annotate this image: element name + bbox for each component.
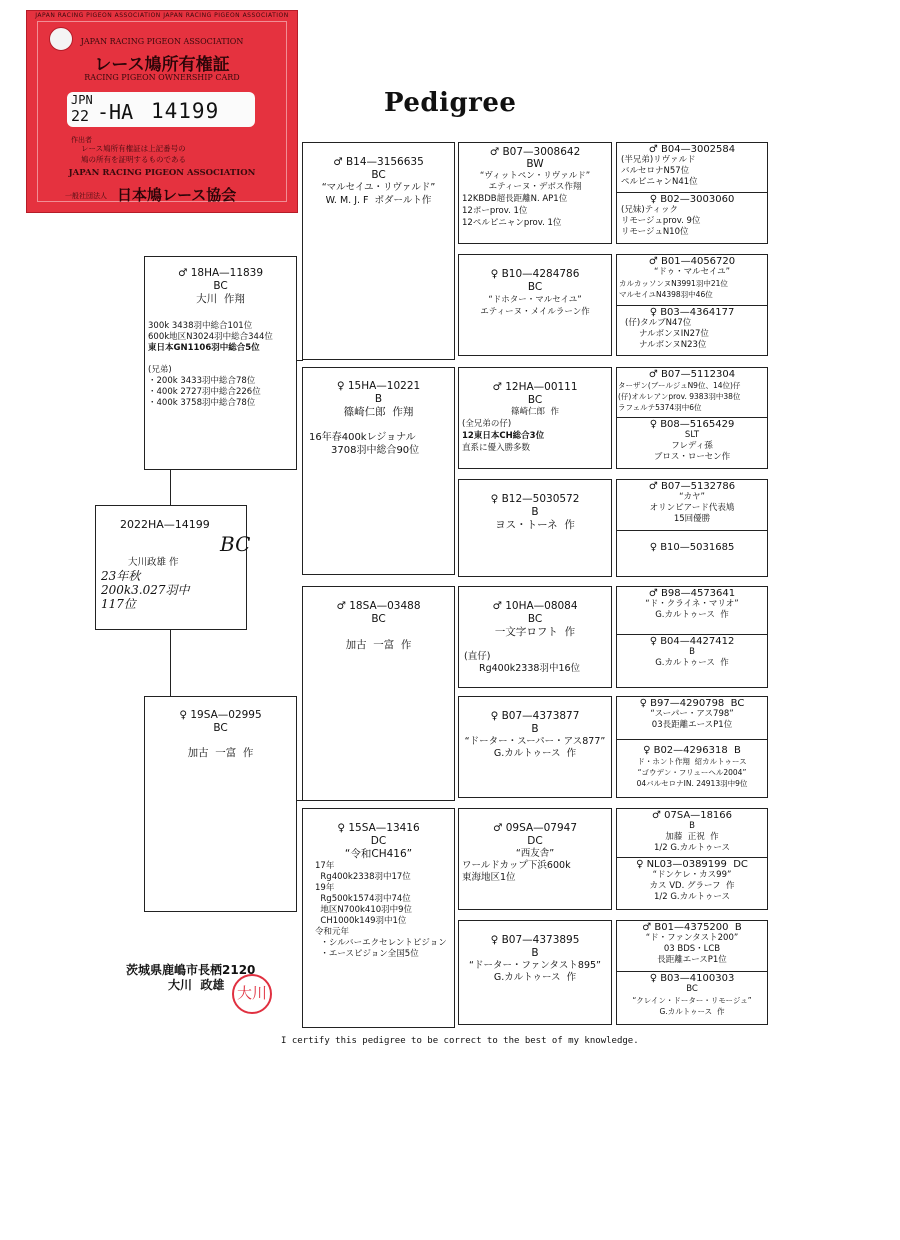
gen2-2-perf-2: 3708羽中総合90位 [331,445,420,456]
sire-sib-3: ・400k 3758羽中総合78位 [148,398,256,408]
gen3-6-ring: ♀ B07—4373877 [490,710,580,722]
gen3-5-breeder: 一文字ロフト 作 [494,626,576,638]
gen2-3-ring: ♂ 18SA—03488 [336,600,421,612]
gen2-4-perf-2: Rg400k2338羽中17位 [315,872,411,882]
gen4-3-top-l4: ラフェルテ5374羽中6位 [618,403,702,412]
gen4-3-bot-l2: SLT [684,430,700,440]
gen2-box-1 [302,142,455,360]
gen4-2-top [617,256,767,300]
gen4-2-bot-l4: ナルボンヌN23位 [639,340,707,350]
gen2-3-color: BC [371,613,386,625]
gen2-1-name: “マルセイユ・リヴァルド” [321,182,436,193]
ring-number: 14199 [151,99,220,123]
gen2-2-ring: ♀ 15HA—10221 [336,380,421,392]
gen4-3-top-l2: ターザン(ブールジュN9位、14位)仔 [618,381,741,390]
gen3-5-perf-1: (直仔) [464,651,491,662]
card-note: レース鳩所有権証は上記番号の 鳩の所有を証明するものである [81,144,186,164]
gen4-8-top-l2: “ド・ファンタスト200” [645,933,739,943]
gen3-box-6 [458,696,612,798]
gen2-2-perf-1: 16年春400kレジョナル [309,432,416,443]
gen4-5-bot-l1: ♀ B04—4427412 [649,636,735,647]
gen4-8-top-l3: 03 BDS・LCB [663,944,721,954]
sire-sib-2: ・400k 2727羽中総合226位 [148,387,261,397]
gen4-divider [617,192,767,193]
gen3-3-perf-2: 12東日本CH総合3位 [462,431,545,441]
dam-breeder: 加古 一富 作 [187,747,254,759]
gen4-divider [617,530,767,531]
gen3-box-2 [458,254,612,356]
card-org-jp-small: 一般社団法人 [65,192,107,200]
gen3-6-name: “ドーター・スーパー・アス877” [464,736,606,747]
gen4-divider [617,305,767,306]
gen4-6-bot-l2: ド・ホント作翔 紹カルトゥース [637,757,747,766]
gen3-3-perf-3: 直系に優入勝多数 [462,443,531,453]
gen2-3-breeder: 加古 一富 作 [345,639,412,651]
gen4-2-bot-l3: ナルボンヌIN27位 [639,329,709,339]
gen4-4-bot-l1: ♀ B10—5031685 [649,542,735,553]
card-org-jp: 日本鳩レース協会 [117,186,237,204]
gen3-1-perf-2: 12ポーprov. 1位 [462,206,528,216]
gen3-1-perf-1: 12KBDB超長距離N. AP1位 [462,194,568,204]
gen3-1-color: BW [526,158,544,170]
gen4-1-bot-l4: リモージュN10位 [621,227,689,237]
gen2-4-perf-4: Rg500k1574羽中74位 [315,894,411,904]
gen3-8-name: “ドーター・ファンタスト895” [469,960,601,971]
owner-address: 茨城県鹿嶋市長栖2120 [126,963,256,977]
gen4-5-bot-l3: G.カルトゥース 作 [655,658,729,668]
ring-number-box [67,92,255,127]
gen2-4-perf-9: ・エースピジョン全国5位 [315,949,419,959]
gen4-1-top-l4: ペルピニャンN41位 [621,177,698,187]
sire-perf-2: 600k地区N3024羽中総合344位 [148,332,273,342]
gen3-box-8 [458,920,612,1025]
gen4-5-top-l2: “ド・クライネ・マリオ” [645,599,739,609]
gen4-7-top-l2: B [689,821,695,831]
gen4-6-bot-l1: ♀ B02—4296318 B [643,745,741,756]
gen4-8-top-l1: ♂ B01—4375200 B [642,922,742,933]
gen4-1-top [617,144,767,188]
ownership-card [26,10,298,213]
gen4-6-bottom [617,745,767,789]
gen4-box-2 [616,254,768,356]
connector [297,360,303,361]
gen3-box-4 [458,479,612,577]
gen4-3-bot-l1: ♀ B08—5165429 [649,419,735,430]
subject-box [95,505,247,630]
gen3-1-ring: ♂ B07—3008642 [489,146,581,158]
gen4-3-bot-l4: ブロス・ローセン作 [653,452,731,462]
gen4-8-bottom [617,973,767,1017]
owner-name: 大川 政雄 [168,978,225,992]
dam-color: BC [213,722,228,734]
ring-year: 22 [71,107,90,125]
gen3-5-ring: ♂ 10HA—08084 [492,600,578,612]
gen2-box-4 [302,808,455,1028]
gen4-2-top-l1: ♂ B01—4056720 [648,256,736,267]
ring-code: -HA [97,100,134,124]
gen4-2-top-l4: マルセイユN4398羽中46位 [619,290,713,299]
subject-color-hand: BC [220,532,251,556]
dam-ring: ♀ 19SA—02995 [179,709,262,721]
card-org-band: JAPAN RACING PIGEON ASSOCIATION [80,37,244,46]
gen4-6-top-l2: “スーパー・アス798” [650,709,734,719]
gen3-3-color: BC [527,394,543,406]
page-title: Pedigree [384,88,517,118]
sire-sib-1: ・200k 3433羽中総合78位 [148,376,256,386]
gen4-divider [617,634,767,635]
gen4-2-top-l2: “ドゥ・マルセイユ” [653,267,730,277]
sire-breeder: 大川 作翔 [196,293,245,305]
gen3-3-perf-1: (全兄弟の仔) [462,419,512,429]
sire-sib-label: (兄弟) [148,365,172,375]
gen4-7-top-l3: 加藤 正祝 作 [665,832,719,842]
gen4-2-bot-l1: ♀ B03—4364177 [649,307,735,318]
gen4-5-bot-l2: B [689,647,695,657]
gen3-4-breeder: ヨス・トーネ 作 [495,519,575,531]
sire-perf-1: 300k 3438羽中総合101位 [148,321,253,331]
gen3-7-perf-2: 東海地区1位 [462,872,516,883]
gen4-6-top-l3: 03長距離エースP1位 [651,720,733,730]
ring-prefix: JPN [71,93,93,107]
gen2-4-perf-5: 地区N700k410羽中9位 [315,905,413,915]
gen4-5-top [617,588,767,621]
gen4-box-1 [616,142,768,244]
gen4-box-3 [616,367,768,469]
gen4-7-bot-l2: “ドンケレ・カス99” [652,870,732,880]
gen4-1-bot-l1: ♀ B02—3003060 [649,194,735,205]
gen4-1-top-l2: (半兄弟)リヴァルド [621,155,696,165]
gen4-1-top-l1: ♂ B04—3002584 [648,144,736,155]
card-title-en: RACING PIGEON OWNERSHIP CARD [84,73,240,82]
gen2-4-perf-8: ・シルバーエクセレントピジョン [315,938,447,948]
gen4-7-bottom [617,859,767,903]
gen4-divider [617,417,767,418]
gen4-4-top-l4: 15回優勝 [673,514,711,524]
sire-perf-3: 東日本GN1106羽中総合5位 [148,343,260,353]
gen4-8-bot-l4: G.カルトゥース 作 [659,1007,725,1016]
gen3-7-perf-1: ワールドカップ下浜600k [462,860,571,871]
card-title-jp: レース鳩所有権証 [94,55,230,75]
gen4-4-top [617,481,767,525]
gen3-3-breeder: 篠崎仁郎 作 [511,407,559,417]
gen4-4-top-l3: オリンピアード代表鳩 [649,503,735,513]
gen3-8-ring: ♀ B07—4373895 [490,934,580,946]
gen4-6-bot-l3: “ゴウデン・フリューヘル2004” [637,768,747,777]
gen4-5-top-l1: ♂ B98—4573641 [648,588,736,599]
gen4-6-top-l1: ♀ B97—4290798 BC [639,698,745,709]
gen3-2-color: BC [527,281,543,293]
gen2-4-name: “令和CH416” [344,848,413,860]
dam-box [144,696,297,912]
gen2-4-perf-3: 19年 [315,883,335,893]
gen2-box-3 [302,586,455,801]
gen3-5-perf-2: Rg400k2338羽中16位 [479,663,581,674]
gen4-5-bottom [617,636,767,669]
gen4-box-7 [616,808,768,910]
connector [170,630,171,696]
gen3-1-breeder: エティーヌ・デボス作翔 [488,182,582,192]
gen2-1-breeder: W. M. J. F ボダールト作 [325,195,432,206]
gen3-2-breeder: エティーヌ・メイルラーン作 [480,307,590,317]
card-holder-label: 作出者 [71,136,92,144]
gen4-7-bot-l1: ♀ NL03—0389199 DC [636,859,748,870]
owner-seal: 大川 [232,974,272,1014]
gen3-1-name: “ヴィットペン・リヴァルド” [479,171,591,181]
gen3-5-color: BC [527,613,543,625]
gen3-8-color: B [531,947,539,959]
gen4-2-bottom [617,307,767,351]
gen4-7-top-l4: 1/2 G.カルトゥース [653,843,731,853]
gen4-2-bot-l2: (仔)タルブN47位 [625,318,692,328]
gen3-box-3 [458,367,612,469]
gen3-box-5 [458,586,612,688]
gen3-7-ring: ♂ 09SA—07947 [492,822,578,834]
gen4-divider [617,739,767,740]
gen2-2-breeder: 篠崎仁郎 作翔 [343,406,414,418]
gen4-6-bot-l4: 04バルセロナIN. 24913羽中9位 [636,779,748,788]
gen4-4-bottom [617,542,767,553]
subject-note: 23年秋 200k3.027羽中 117位 [101,569,190,611]
gen3-4-ring: ♀ B12—5030572 [490,493,580,505]
gen3-2-ring: ♀ B10—4284786 [490,268,580,280]
gen2-box-2 [302,367,455,575]
gen4-box-6 [616,696,768,798]
gen4-box-4 [616,479,768,577]
gen4-8-bot-l2: BC [686,984,698,994]
gen3-2-name: “ドホター・マルセイユ” [488,295,582,305]
gen4-divider [617,857,767,858]
gen4-8-top [617,922,767,966]
gen3-3-ring: ♂ 12HA—00111 [492,381,578,393]
gen4-3-bot-l3: フレディ孫 [671,441,713,451]
gen4-7-bot-l3: カス VD. グラーフ 作 [649,881,735,891]
gen4-7-top-l1: ♂ 07SA—18166 [651,810,733,821]
gen3-1-perf-3: 12ペルピニャンprov. 1位 [462,218,562,228]
gen4-5-top-l3: G.カルトゥース 作 [655,610,729,620]
gen4-divider [617,971,767,972]
gen4-1-bottom [617,194,767,238]
gen3-7-name: “西友舎” [515,848,555,859]
gen3-box-1 [458,142,612,244]
gen4-3-bottom [617,419,767,463]
gen2-4-perf-7: 令和元年 [315,927,350,937]
gen4-1-bot-l3: リモージュprov. 9位 [621,216,701,226]
gen3-4-color: B [531,506,539,518]
gen2-1-color: BC [371,169,386,181]
certify-statement: I certify this pedigree to be correct to the best of my knowledge. [281,1036,639,1046]
gen2-1-ring: ♂ B14—3156635 [333,156,424,168]
gen4-1-top-l3: バルセロナN57位 [621,166,690,176]
gen4-2-top-l3: カルカッソンヌN3991羽中21位 [619,279,728,288]
gen2-2-color: B [374,393,383,405]
sire-box [144,256,297,470]
gen4-4-top-l2: “カヤ” [679,492,705,502]
gen2-4-perf-6: CH1000k149羽中1位 [315,916,407,926]
gen4-6-top [617,698,767,731]
gen4-3-top [617,369,767,413]
gen2-4-ring: ♀ 15SA—13416 [337,822,420,834]
gen4-box-5 [616,586,768,688]
subject-breeder: 大川政雄 作 [128,557,179,568]
gen3-box-7 [458,808,612,910]
gen2-4-color: DC [370,835,387,847]
gen3-6-color: B [531,723,539,735]
gen4-box-8 [616,920,768,1025]
card-org-en: JAPAN RACING PIGEON ASSOCIATION [68,168,256,178]
gen4-3-top-l1: ♂ B07—5112304 [648,369,736,380]
gen4-4-top-l1: ♂ B07—5132786 [648,481,736,492]
gen4-8-top-l4: 長距離エースP1位 [657,955,727,965]
gen3-6-breeder: G.カルトゥース 作 [493,748,577,759]
gen4-1-bot-l2: (兄妹)ティック [621,205,678,215]
gen4-8-bot-l1: ♀ B03—4100303 [649,973,735,984]
gen3-8-breeder: G.カルトゥース 作 [493,972,577,983]
connector [170,470,171,505]
gen4-7-top [617,810,767,854]
gen4-7-bot-l4: 1/2 G.カルトゥース [653,892,731,902]
gen4-8-bot-l3: “クレイン・ドーター・リモージュ” [632,996,752,1005]
gen2-4-perf-1: 17年 [315,861,335,871]
card-org-top: JAPAN RACING PIGEON ASSOCIATION JAPAN RACING PIGEON ASSOCIATION [35,12,289,19]
gen3-7-color: DC [527,835,543,847]
sire-color: BC [213,280,228,292]
sire-ring: ♂ 18HA—11839 [177,267,264,279]
gen4-3-top-l3: (仔)オルレアンprov. 9383羽中38位 [618,392,741,401]
subject-ring: 2022HA—14199 [120,518,210,531]
